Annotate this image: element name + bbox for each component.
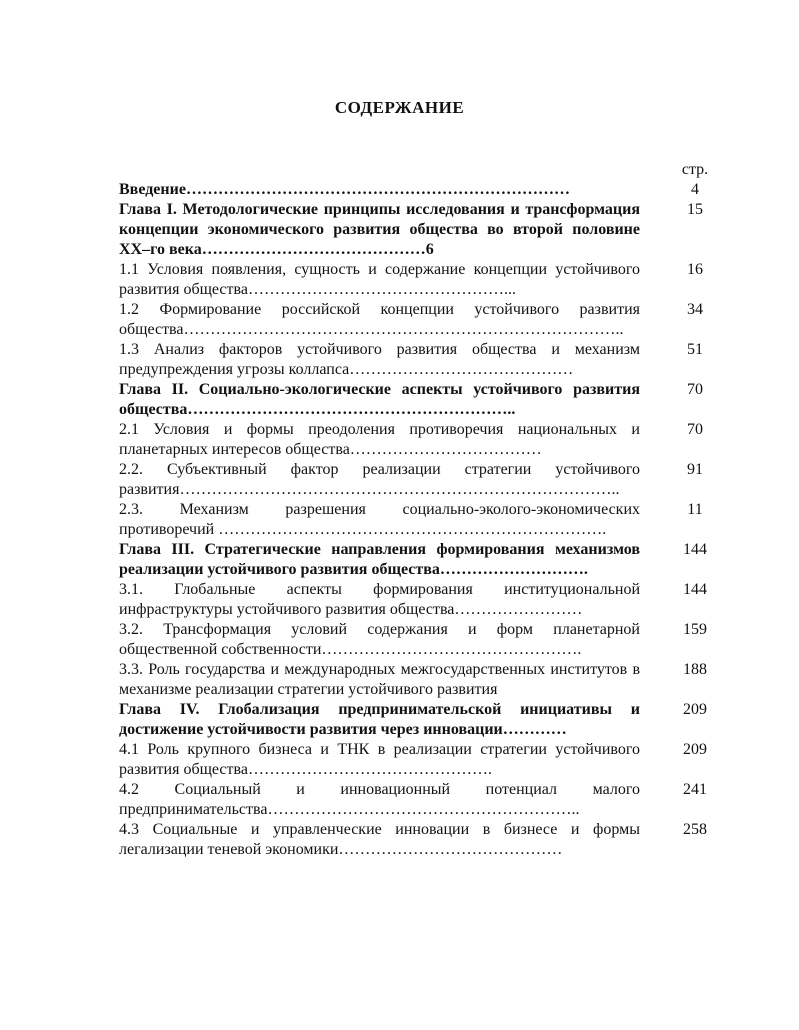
toc-section-title: 4.1 Роль крупного бизнеса и ТНК в реализации стратегии устойчивого развития общества………………………………………. [119, 741, 640, 778]
toc-page-number: 188 [683, 661, 707, 678]
toc-page-number: 4 [691, 181, 699, 198]
toc-section-title: 3.3. Роль государства и международных межгосударственных институтов в механизме реализации стратегии устойчивого развития [119, 661, 640, 698]
toc-section-title: 2.3. Механизм разрешения социально-эколого-экономических противоречий ………………………………………………………………. [119, 501, 640, 538]
toc-section-row [119, 780, 719, 820]
toc-page-number: 91 [687, 461, 703, 478]
toc-page-number: 51 [687, 341, 703, 358]
toc-chapter-title: Введение……………………………………………………………… [119, 181, 570, 198]
toc-page-number: 15 [687, 201, 703, 218]
toc-chapter-row [119, 700, 719, 740]
toc-section-row [119, 340, 719, 380]
page-column-header: стр. [681, 161, 709, 178]
toc-page-number: 258 [683, 821, 707, 838]
table-of-contents [119, 180, 719, 860]
toc-section-title: 3.1. Глобальные аспекты формирования институциональной инфраструктуры устойчивого развития общества…………………… [119, 581, 640, 618]
toc-section-title: 1.3 Анализ факторов устойчивого развития общества и механизм предупреждения угрозы коллапса…………………………………… [119, 341, 640, 378]
page-title: СОДЕРЖАНИЕ [334, 98, 465, 117]
toc-section-row [119, 820, 719, 860]
toc-section-title: 3.2. Трансформация условий содержания и форм планетарной общественной собственности…………………………………………. [119, 621, 640, 658]
toc-page-number: 159 [683, 621, 707, 638]
toc-section-title: 4.2 Социальный и инновационный потенциал малого предпринимательства………………………………………………….. [119, 781, 640, 818]
toc-section-title: 1.1 Условия появления, сущность и содержание концепции устойчивого развития общества…………………………………………... [119, 261, 640, 298]
toc-section-row [119, 260, 719, 300]
toc-page-number: 144 [683, 581, 707, 598]
toc-chapter-title: Глава I. Методологические принципы исследования и трансформация концепции экономического развития общества во второй половине XX–го века……………………………………6 [119, 201, 640, 258]
toc-section-row [119, 620, 719, 660]
toc-section-title: 2.2. Субъективный фактор реализации стратегии устойчивого развития……………………………………………………………………….. [119, 461, 640, 498]
toc-page-number: 70 [687, 421, 703, 438]
toc-page-number: 11 [687, 501, 703, 518]
toc-chapter-row [119, 380, 719, 420]
toc-page-number: 241 [683, 781, 707, 798]
toc-section-title: 1.2 Формирование российской концепции устойчивого развития общества……………………………………………………………………….. [119, 301, 640, 338]
toc-section-row [119, 500, 719, 540]
toc-page-number: 209 [683, 701, 707, 718]
toc-chapter-title: Глава IV. Глобализация предпринимательской инициативы и достижение устойчивости развития через инновации………… [119, 701, 640, 738]
toc-chapter-row [119, 180, 719, 200]
toc-section-title: 2.1 Условия и формы преодоления противоречия национальных и планетарных интересов общества……………………………… [119, 421, 640, 458]
toc-chapter-row [119, 540, 719, 580]
toc-page-number: 16 [687, 261, 703, 278]
toc-chapter-row [119, 200, 719, 260]
toc-section-row [119, 300, 719, 340]
toc-section-row [119, 460, 719, 500]
toc-page-number: 209 [683, 741, 707, 758]
toc-page-number: 34 [687, 301, 703, 318]
toc-page-number: 70 [687, 381, 703, 398]
toc-section-row [119, 660, 719, 700]
toc-section-row [119, 420, 719, 460]
toc-section-row [119, 580, 719, 620]
toc-section-row [119, 740, 719, 780]
toc-chapter-title: Глава II. Социально-экологические аспекты устойчивого развития общества…………………………………………………….. [119, 381, 640, 418]
toc-section-title: 4.3 Социальные и управленческие инновации в бизнесе и формы легализации теневой экономики…………………………………… [119, 821, 640, 858]
toc-page-number: 144 [683, 541, 707, 558]
toc-chapter-title: Глава III. Стратегические направления формирования механизмов реализации устойчивого развития общества………………………. [119, 541, 640, 578]
